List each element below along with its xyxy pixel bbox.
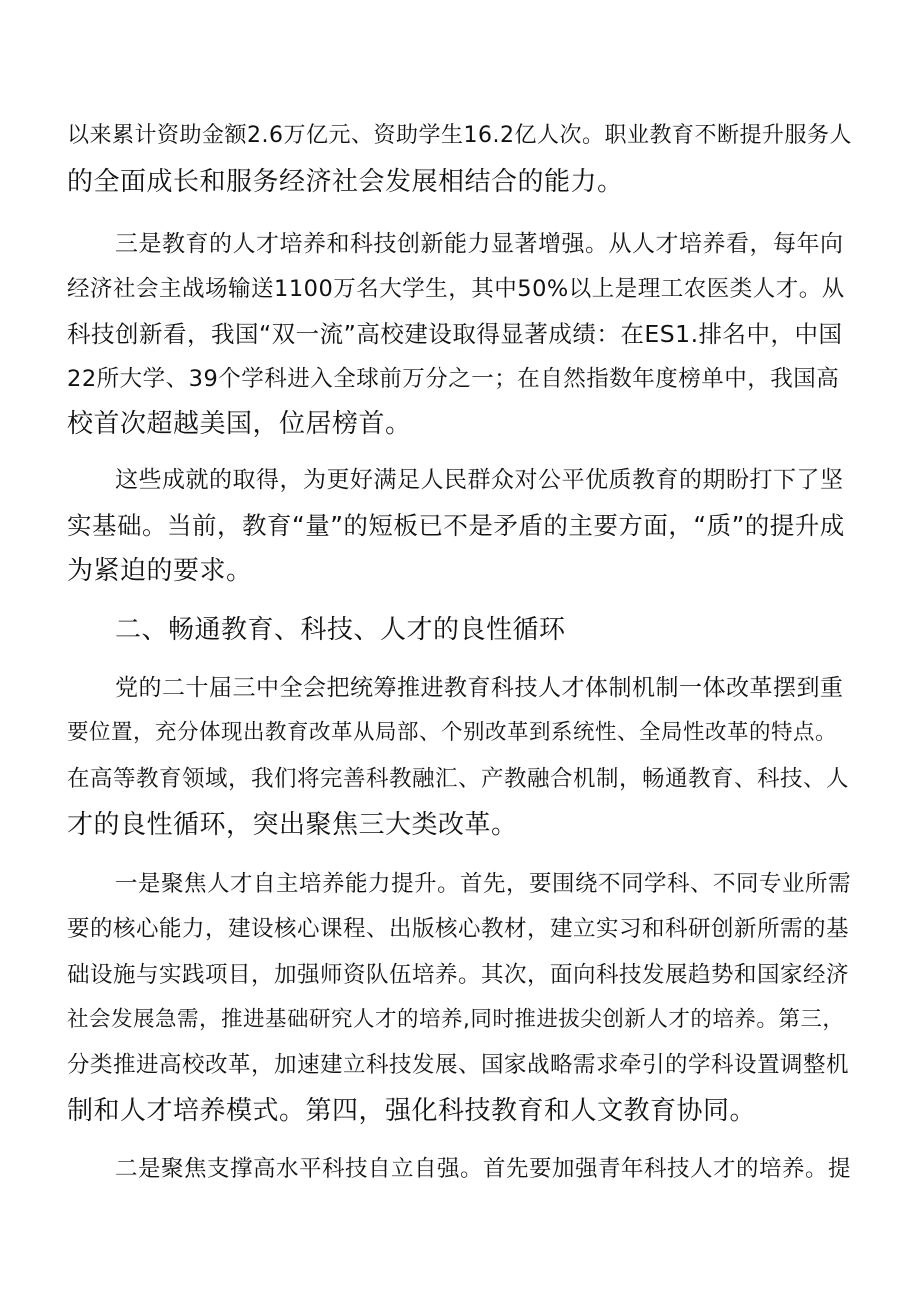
text-line: 制和人才培养模式。第四，强化科技教育和人文教育协同。 bbox=[67, 1096, 757, 1126]
text-line: 科技创新看，我国“双一流”高校建设取得显著成绩：在ES1.排名中，中国 bbox=[67, 320, 843, 348]
text-line: 要的核心能力，建设核心课程、出版核心教材，建立实习和科研创新所需的基 bbox=[67, 916, 850, 942]
text-line: 为紧迫的要求。 bbox=[67, 556, 253, 586]
text-line: 经济社会主战场输送1100万名大学生，其中50%以上是理工农医类人才。从 bbox=[67, 276, 845, 302]
text-line: 三是教育的人才培养和科技创新能力显著增强。从人才培养看，每年向 bbox=[115, 231, 844, 257]
text-line: 在高等教育领域，我们将完善科教融汇、产教融合机制，畅通教育、科技、人 bbox=[67, 766, 850, 792]
text-line: 这些成就的取得，为更好满足人民群众对公平优质教育的期盼打下了坚 bbox=[115, 467, 844, 493]
text-line: 一是聚焦人才自主培养能力提升。首先，要围绕不同学科、不同专业所需 bbox=[115, 871, 852, 897]
text-line: 要位置，充分体现出教育改革从局部、个别改革到系统性、全局性改革的特点。 bbox=[67, 720, 838, 745]
text-line: 的全面成长和服务经济社会发展相结合的能力。 bbox=[67, 167, 624, 197]
text-line: 实基础。当前，教育“量”的短板已不是矛盾的主要方面，“质”的提升成 bbox=[67, 511, 845, 540]
text-line: 校首次超越美国，位居榜首。 bbox=[67, 409, 412, 439]
text-line: 22所大学、39个学科进入全球前万分之一；在自然指数年度榜单中，我国高 bbox=[67, 366, 840, 392]
text-line: 分类推进高校改革，加速建立科技发展、国家战略需求牵引的学科设置调整机 bbox=[67, 1052, 850, 1078]
text-line: 才的良性循环，突出聚焦三大类改革。 bbox=[67, 810, 518, 840]
text-line: 二是聚焦支撑高水平科技自立自强。首先要加强青年科技人才的培养。提 bbox=[115, 1156, 852, 1182]
text-line: 社会发展急需，推进基础研究人才的培养,同时推进拔尖创新人才的培养。第三， bbox=[67, 1007, 845, 1032]
text-line: 础设施与实践项目，加强师资队伍培养。其次，面向科技发展趋势和国家经济 bbox=[67, 962, 850, 988]
section-heading: 二、畅通教育、科技、人才的良性循环 bbox=[115, 615, 566, 645]
text-line: 党的二十届三中全会把统筹推进教育科技人才体制机制一体改革摆到重 bbox=[115, 675, 844, 701]
text-line: 以来累计资助金额2.6万亿元、资助学生16.2亿人次。职业教育不断提升服务人 bbox=[67, 123, 852, 148]
